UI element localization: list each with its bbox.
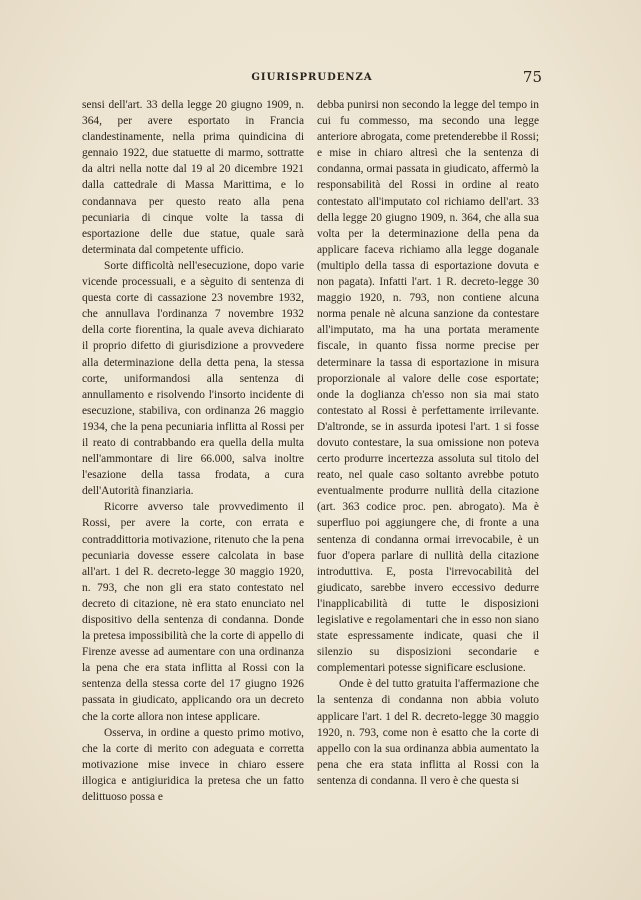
paragraph: Osserva, in ordine a questo primo motivo, che la corte di merito con adeguata e corretta motivazione mise invece in chiaro essere illogica e antigiuridica la pretesa che un fatto delittuoso possa e (82, 726, 304, 804)
paragraph: Onde è del tutto gratuita l'affermazione che la sentenza di condanna non abbia voluto applicare l'art. 1 del R. decreto-legge 30 maggio 1920, n. 793, come non è esatto che la corte di appello con la sua ordinanza abbia aumentato la pena che era stata inflitta al Rossi con la sentenza di condanna. Il vero è che questa si (317, 678, 539, 787)
paragraph: Sorte difficoltà nell'esecuzione, dopo varie vicende processuali, e a sèguito di sentenza di questa corte di cassazione 23 novembre 1932, che annullava l'ordinanza 7 novembre 1932 della corte fiorentina, la quale aveva dichiarato il proprio difetto di giurisdizione a provvedere alla determinazione della detta pena, la stessa corte, uniformandosi alla sentenza di annullamento e risolvendo l'insorto incidente di esecuzione, stabiliva, con ordinanza 26 maggio 1934, che la pena pecuniaria inflitta al Rossi per il reato di contrabbando era quella della multa nell'ammontare di lire 66.000, salva inoltre l'esazione della tassa frodata, a cura dell'Autorità finanziaria. (82, 259, 304, 498)
right-column (317, 97, 539, 789)
paragraph: sensi dell'art. 33 della legge 20 giugno 1909, n. 364, per avere esportato in Francia clandestinamente, nella prima quindicina di gennaio 1922, due statuette di marmo, sottratte da altri nella notte dal 19 al 20 dicembre 1921 dalla cattedrale di Massa Marittima, e lo condannava per questo reato alla pena pecuniaria di cinque volte la tassa di esportazione delle due statue, quale sarà determinata dal competente ufficio. (82, 99, 304, 256)
paragraph: Ricorre avverso tale provvedimento il Rossi, per avere la corte, con errata e contraddittoria motivazione, ritenuto che la pena pecuniaria dovesse essere calcolata in base all'art. 1 del R. decreto-legge 30 maggio 1920, n. 793, che non gli era stato contestato nel decreto di citazione, nè era stato enunciato nel dispositivo della sentenza di condanna. Donde la pretesa impossibilità che la corte di appello di Firenze avesse ad aumentare con una ordinanza la pena che era stata inflitta al Rossi con la sentenza della stessa corte del 17 giugno 1926 passata in giudicato, applicando ora un decreto che la corte allora non intese applicare. (82, 501, 304, 723)
page-header (82, 70, 542, 86)
paragraph: debba punirsi non secondo la legge del tempo in cui fu commesso, ma secondo una legge anteriore abrogata, come pretenderebbe il Rossi; e mise in chiaro altresì che la sentenza di condanna, ormai passata in giudicato, affermò la responsabilità del Rossi in ordine al reato contestato all'imputato col richiamo dell'art. 33 della legge 20 giugno 1909, n. 364, che alla sua volta per la determinazione della pena da applicare faceva richiamo alla legge doganale (multiplo della tassa di esportazione dovuta e non pagata). Infatti l'art. 1 R. decreto-legge 30 maggio 1920, n. 793, non contiene alcuna norma penale nè alcuna sanzione da contestare all'imputato, ma ha una portata meramente fiscale, in quanto fissa norme precise per determinare la tassa di esportazione in misura proporzionale al valore delle cose esportate; onde la doglianza ch'esso non sia mai stato contestato al Rossi è perfettamente irrilevante. D'altronde, se in assurda ipotesi l'art. 1 si fosse dovuto contestare, la sua omissione non poteva certo produrre incertezza assoluta sul titolo del reato, nel quale caso soltanto avrebbe potuto eventualmente produrre nullità della citazione (art. 363 codice proc. pen. abrogato). Ma è superfluo poi aggiungere che, di fronte a una sentenza di condanna ormai irrevocabile, è un fuor d'opera parlare di nullità della citazione introduttiva. E, posta l'irrevocabilità del giudicato, sarebbe invero eccessivo dedurre l'inapplicabilità di tutte le disposizioni legislative e regolamentari che in esso non siano state espressamente indicate, quasi che il silenzio su disposizioni secondarie e complementari potesse significare esclusione. (317, 99, 539, 675)
page-number: 75 (522, 68, 542, 86)
running-title: GIURISPRUDENZA (251, 72, 373, 83)
left-column (82, 97, 304, 805)
